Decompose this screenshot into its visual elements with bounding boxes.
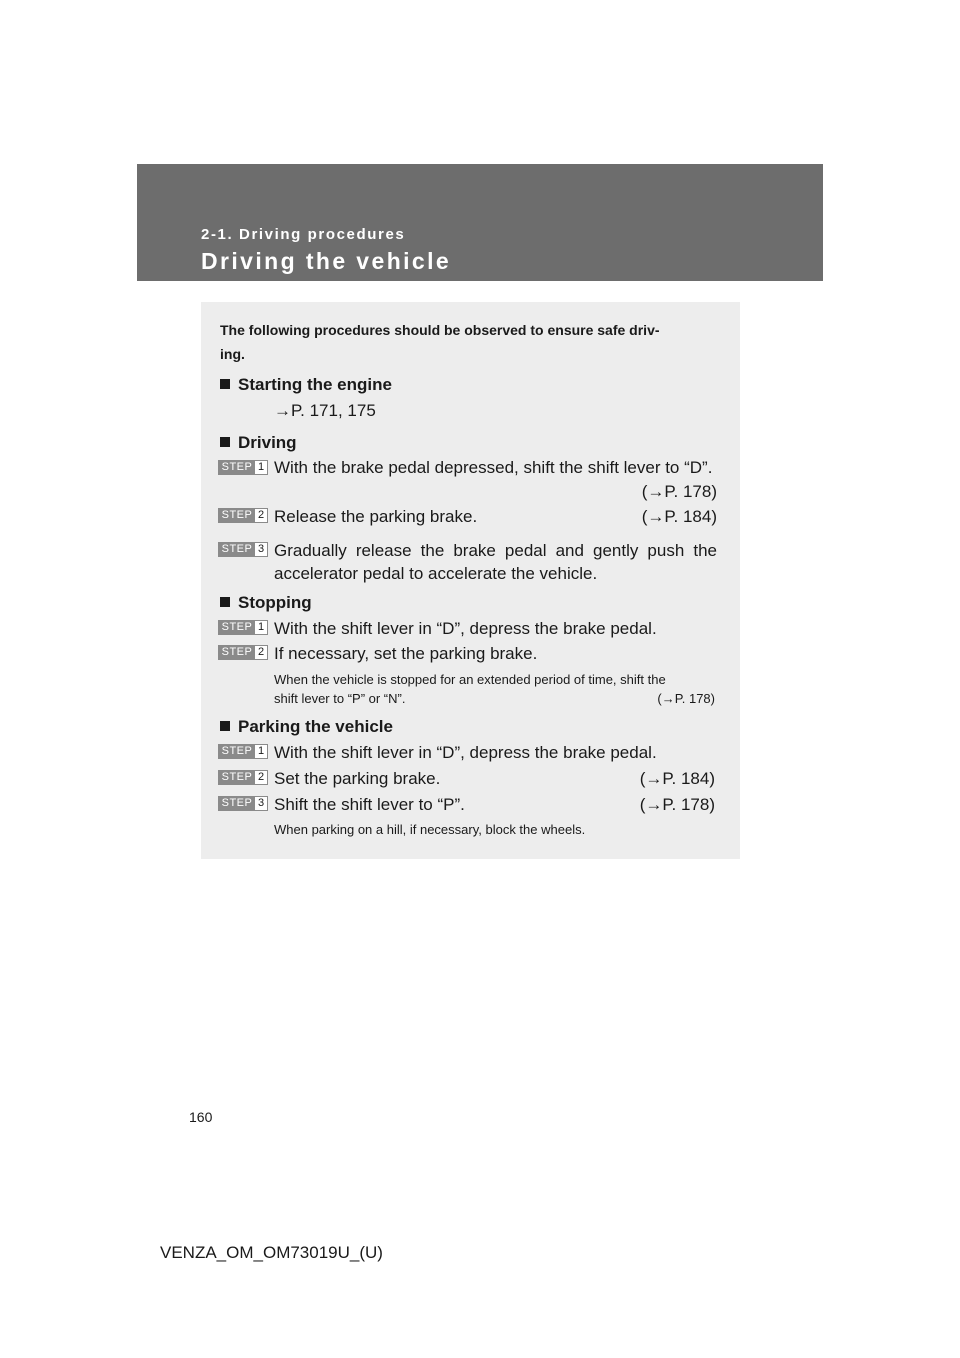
- section-header: [137, 164, 823, 281]
- driving-step-2-text: Release the parking brake.: [274, 507, 478, 526]
- step-badge: [218, 620, 268, 635]
- step-badge-label: STEP: [221, 646, 253, 658]
- step-badge-label: STEP: [221, 771, 253, 783]
- square-bullet-icon: [220, 597, 230, 607]
- heading-parking-text: Parking the vehicle: [238, 717, 393, 736]
- starting-ref: →P. 171, 175: [274, 401, 376, 420]
- page-number: 160: [189, 1109, 213, 1125]
- step-badge: [218, 460, 268, 475]
- step-badge: [218, 770, 268, 785]
- driving-step-1-text: With the brake pedal depressed, shift the shift lever to “D”.: [274, 458, 713, 477]
- stopping-step-1-text: With the shift lever in “D”, depress the brake pedal.: [274, 619, 657, 638]
- step-badge-number: 2: [255, 771, 267, 784]
- step-badge-label: STEP: [221, 543, 253, 555]
- parking-step-3-ref: (→P. 178): [639, 795, 715, 814]
- heading-stopping-text: Stopping: [238, 593, 312, 612]
- driving-step-2-ref: (→P. 184): [641, 507, 717, 526]
- square-bullet-icon: [220, 721, 230, 731]
- step-badge-label: STEP: [221, 509, 253, 521]
- step-badge-number: 1: [255, 461, 267, 474]
- stopping-note-line-2: shift lever to “P” or “N”.: [274, 691, 406, 706]
- step-badge-label: STEP: [221, 621, 253, 633]
- page-title: Driving the vehicle: [201, 248, 452, 274]
- step-badge: [218, 508, 268, 523]
- parking-step-1-text: With the shift lever in “D”, depress the brake pedal.: [274, 743, 657, 762]
- step-badge: [218, 542, 268, 557]
- step-badge-label: STEP: [221, 797, 253, 809]
- heading-stopping: [220, 593, 312, 613]
- heading-starting-text: Starting the engine: [238, 375, 392, 394]
- intro-line-1: The following procedures should be observed to ensure safe driv-: [220, 322, 660, 338]
- intro-line-2: ing.: [220, 346, 245, 362]
- heading-driving: [220, 433, 297, 453]
- step-badge-number: 1: [255, 621, 267, 634]
- procedure-box: [201, 302, 740, 859]
- stopping-note-ref: (→P. 178): [657, 691, 715, 706]
- driving-step-3-text-cont: accelerator pedal to accelerate the vehicle.: [274, 564, 598, 583]
- document-code: VENZA_OM_OM73019U_(U): [160, 1243, 383, 1262]
- step-badge-number: 2: [255, 509, 267, 522]
- step-badge-label: STEP: [221, 745, 253, 757]
- heading-driving-text: Driving: [238, 433, 297, 452]
- square-bullet-icon: [220, 379, 230, 389]
- stopping-note-line-1: When the vehicle is stopped for an extended period of time, shift the: [274, 672, 666, 687]
- stopping-step-2-text: If necessary, set the parking brake.: [274, 644, 538, 663]
- square-bullet-icon: [220, 437, 230, 447]
- parking-step-2-text: Set the parking brake.: [274, 769, 441, 788]
- step-badge: [218, 744, 268, 759]
- step-badge-label: STEP: [221, 461, 253, 473]
- parking-note: When parking on a hill, if necessary, block the wheels.: [274, 822, 586, 837]
- step-badge-number: 3: [255, 797, 267, 810]
- step-badge-number: 1: [255, 745, 267, 758]
- step-badge: [218, 645, 268, 660]
- section-label: 2-1. Driving procedures: [201, 226, 406, 243]
- parking-step-2-ref: (→P. 184): [639, 769, 715, 788]
- step-badge-number: 3: [255, 543, 267, 556]
- driving-step-3-text: Gradually release the brake pedal and gently push the: [274, 541, 717, 560]
- heading-parking: [220, 717, 393, 737]
- step-badge-number: 2: [255, 646, 267, 659]
- heading-starting: [220, 375, 392, 395]
- driving-step-1-ref: (→P. 178): [641, 482, 717, 501]
- step-badge: [218, 796, 268, 811]
- parking-step-3-text: Shift the shift lever to “P”.: [274, 795, 465, 814]
